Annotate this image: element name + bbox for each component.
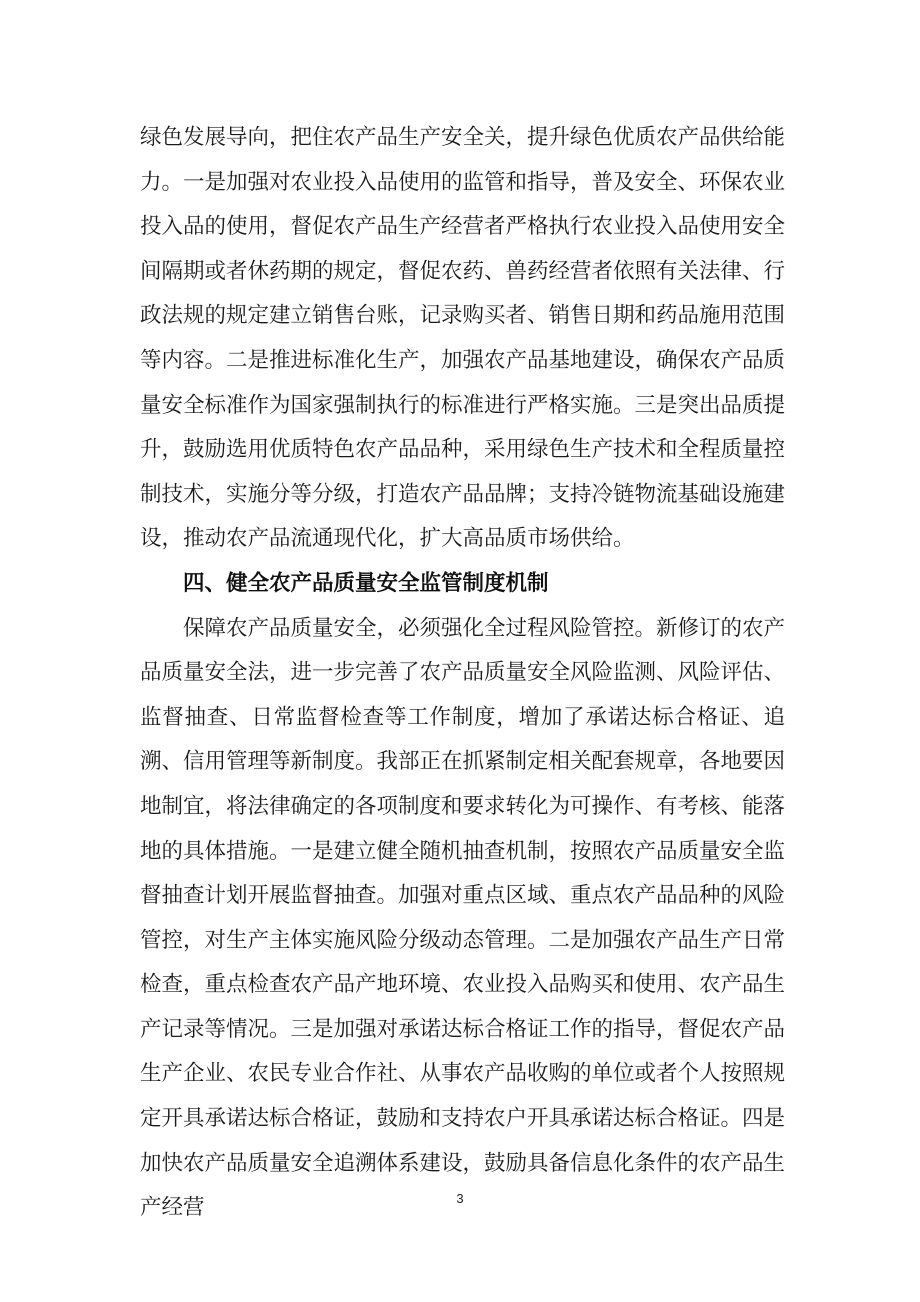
section-heading: 四、健全农产品质量安全监管制度机制 — [183, 570, 549, 596]
paragraph-continued: 绿色发展导向，把住农产品生产安全关，提升绿色优质农产品供给能力。一是加强对农业投入品使用的监管和指导，普及安全、环保农业投入品的使用，督促农产品生产经营者严格执行农业投入品使用安全间隔期或者休药期的规定，督促农药、兽药经营者依照有关法律、行政法规的规定建立销售台账，记录购买者、销售日期和药品施用范围等内容。二是推进标准化生产，加强农产品基地建设，确保农产品质量安全标准作为国家强制执行的标准进行严格实施。三是突出品质提升，鼓励选用优质特色农产品品种，采用绿色生产技术和全程质量控制技术，实施分等分级，打造农产品品牌；支持冷链物流基础设施建设，推动农产品流通现代化，扩大高品质市场供给。 — [140, 125, 786, 552]
page-number: 3 — [456, 1191, 464, 1206]
document-body — [140, 116, 785, 1231]
paragraph-body: 保障农产品质量安全，必须强化全过程风险管控。新修订的农产品质量安全法，进一步完善了农产品质量安全风险监测、风险评估、监督抽查、日常监督检查等工作制度，增加了承诺达标合格证、追溯、信用管理等新制度。我部正在抓紧制定相关配套规章，各地要因地制宜，将法律确定的各项制度和要求转化为可操作、有考核、能落地的具体措施。一是建立健全随机抽查机制，按照农产品质量安全监督抽查计划开展监督抽查。加强对重点区域、重点农产品品种的风险管控，对生产主体实施风险分级动态管理。二是加强农产品生产日常检查，重点检查农产品产地环境、农业投入品购买和使用、农产品生产记录等情况。三是加强对承诺达标合格证工作的指导，督促农产品生产企业、农民专业合作社、从事农产品收购的单位或者个人按照规定开具承诺达标合格证，鼓励和支持农户开具承诺达标合格证。四是加快农产品质量安全追溯体系建设，鼓励具备信息化条件的农产品生产经营 — [140, 615, 786, 1221]
